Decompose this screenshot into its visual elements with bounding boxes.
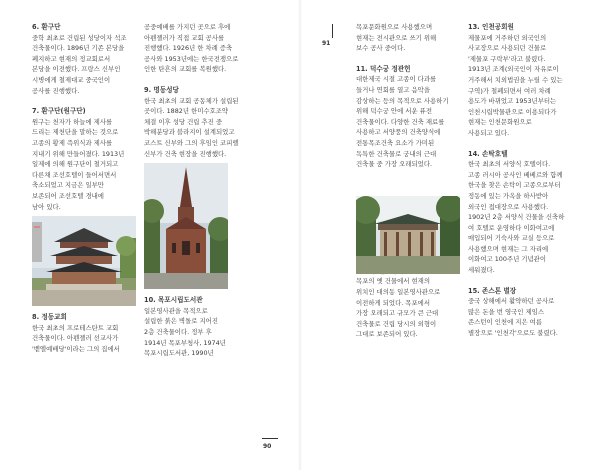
left-page-number-rule [262, 438, 278, 439]
section-11-title: 11. 덕수궁 정관헌 [356, 64, 411, 73]
section-12-body: 목포의 옛 건물에서 현재의 위치인 대의동 일본영사관으로 이전하게 되었다. 목포에서 가장 오래되고 규모가 큰 근대 건축물로 건립 당시의 외형이 그대로 보존되어 있다. [356, 277, 441, 339]
right-page-column-2 [468, 22, 572, 339]
left-page-number: 90 [263, 443, 272, 450]
right-page-number: 91 [322, 40, 331, 47]
section-10-continued: 목포문화원으로 사용했으며 현재는 전시관으로 쓰기 위해 보수 공사 중이다. [356, 23, 437, 53]
section-13-body: 제물포에 거주하던 외국인의 사교장으로 사용되던 건물로 '제물포 구락부'라고 불렸다. 1913년 조계(외국인이 자유로이 거주해서 치외법권을 누릴 수 있는 구역)가 철폐되면서 여러 차례 용도가 바뀌었고 1953년부터는 인천시립박물관으로 이용되다가 현재는 인천문화원으로 사용되고 있다. [468, 33, 563, 137]
section-6-body: 중학 최초로 건립된 성당이자 석조 건축물이다. 1896년 기존 본당을 폐지하고 현재의 정교회로서 본당을 이전했다. 프랑스 신부인 시병에게 철제대교 중국인이 공사를 진행했다. [32, 33, 127, 95]
right-page-number-rule [332, 24, 333, 38]
section-9-body: 한국 최초의 교회 공동체가 설립된 곳이다. 1882년 한미수호조약 체결 이후 성당 건립 추진 중 박해분당과 블라지이 설계되었고 코스트 신부와 그의 후임인 코피렐 신부가 건축 현장을 진행했다. [144, 96, 239, 158]
section-8-continued: 공중예배를 가지던 곳으로 후에 아펜젤러가 직접 교회 공사를 진행했다. 1926년 한 차례 증축 공사와 1953년에는 한국전쟁으로 인한 탄흔의 교회를 복원했다. [144, 23, 239, 74]
left-page-column-1 [32, 22, 136, 354]
section-10-title: 10. 목포시립도서관 [144, 296, 203, 305]
section-10-body: 일본영사관을 목적으로 설립한 붉은 벽돌로 지어진 2층 건축물이다. 정부 후 1914년 목포부청사, 1974년 목포시립도서관, 1990년 [144, 306, 226, 358]
section-11-body: 대한제국 시절 고종이 다과를 들거나 연회를 열고 음악을 감상하는 등의 목적으로 사용하기 위해 덕수궁 안에 서운 퓨전 건축물이다. 다양한 건축 재료를 사용하고 서양풍의 건축양식에 전통목조건축 요소가 가미된 독특한 건축물로 궁내의 근대 건축물 중 가장 오래되었다. [356, 75, 449, 169]
left-page-column-2 [144, 22, 248, 359]
hwangudan-photo [32, 216, 136, 306]
section-7-body: 원구는 천자가 하늘에 제사를 드리는 제천단을 말하는 것으로 고종의 황제 즉위식과 제사를 지내기 위해 만들어졌다. 1913년 일제에 의해 원구단이 철거되고 다른채 조선호텔이 들어서면서 축소되었고 지금은 일부만 보존되어 조선호텔 경내에 남아 있다. [32, 117, 125, 211]
section-6-title: 6. 환구단 [32, 23, 61, 31]
section-7-title: 7. 환구단(원구단) [32, 107, 86, 116]
right-page-column-1 [356, 22, 460, 340]
gutter-shadow [298, 0, 302, 470]
section-14-title: 14. 손탁호텔 [468, 149, 508, 158]
section-8-title: 8. 정동교회 [32, 313, 67, 322]
jeonggwanheon-photo [356, 196, 460, 274]
section-14-body: 한국 최초의 서양식 호텔이다. 고종 러시아 공사인 베베르와 함께 한국을 찾은 손탁이 고종으로부터 정동에 있는 가옥을 하사받아 외국인 접대장으로 사용했다. 1902년 2층 서양식 건물을 신축하 여 호텔로 운영하다 이화여고에 매입되어 기숙사와 교실 등으로 사용했으며 현재는 그 자리에 이화여고 100주년 기념관이 세워졌다. [468, 160, 565, 275]
section-13-title: 13. 인천공회원 [468, 23, 514, 31]
section-9-title: 9. 명동성당 [144, 85, 179, 94]
section-15-body: 중국 상해에서 활약하던 공사로 많은 돈을 번 영국인 제임스 존스턴이 인천에 지은 여름 별장으로 '인천각'으로도 불렸다. [468, 297, 558, 338]
myeongdong-cathedral-photo [144, 163, 228, 289]
section-15-title: 15. 존스톤 별장 [468, 286, 517, 295]
section-8-body: 한국 최초의 프로테스탄트 교회 건축물이다. 아펜젤러 선교사가 '벧엘예배당'이라는 그의 집에서 [32, 323, 120, 353]
